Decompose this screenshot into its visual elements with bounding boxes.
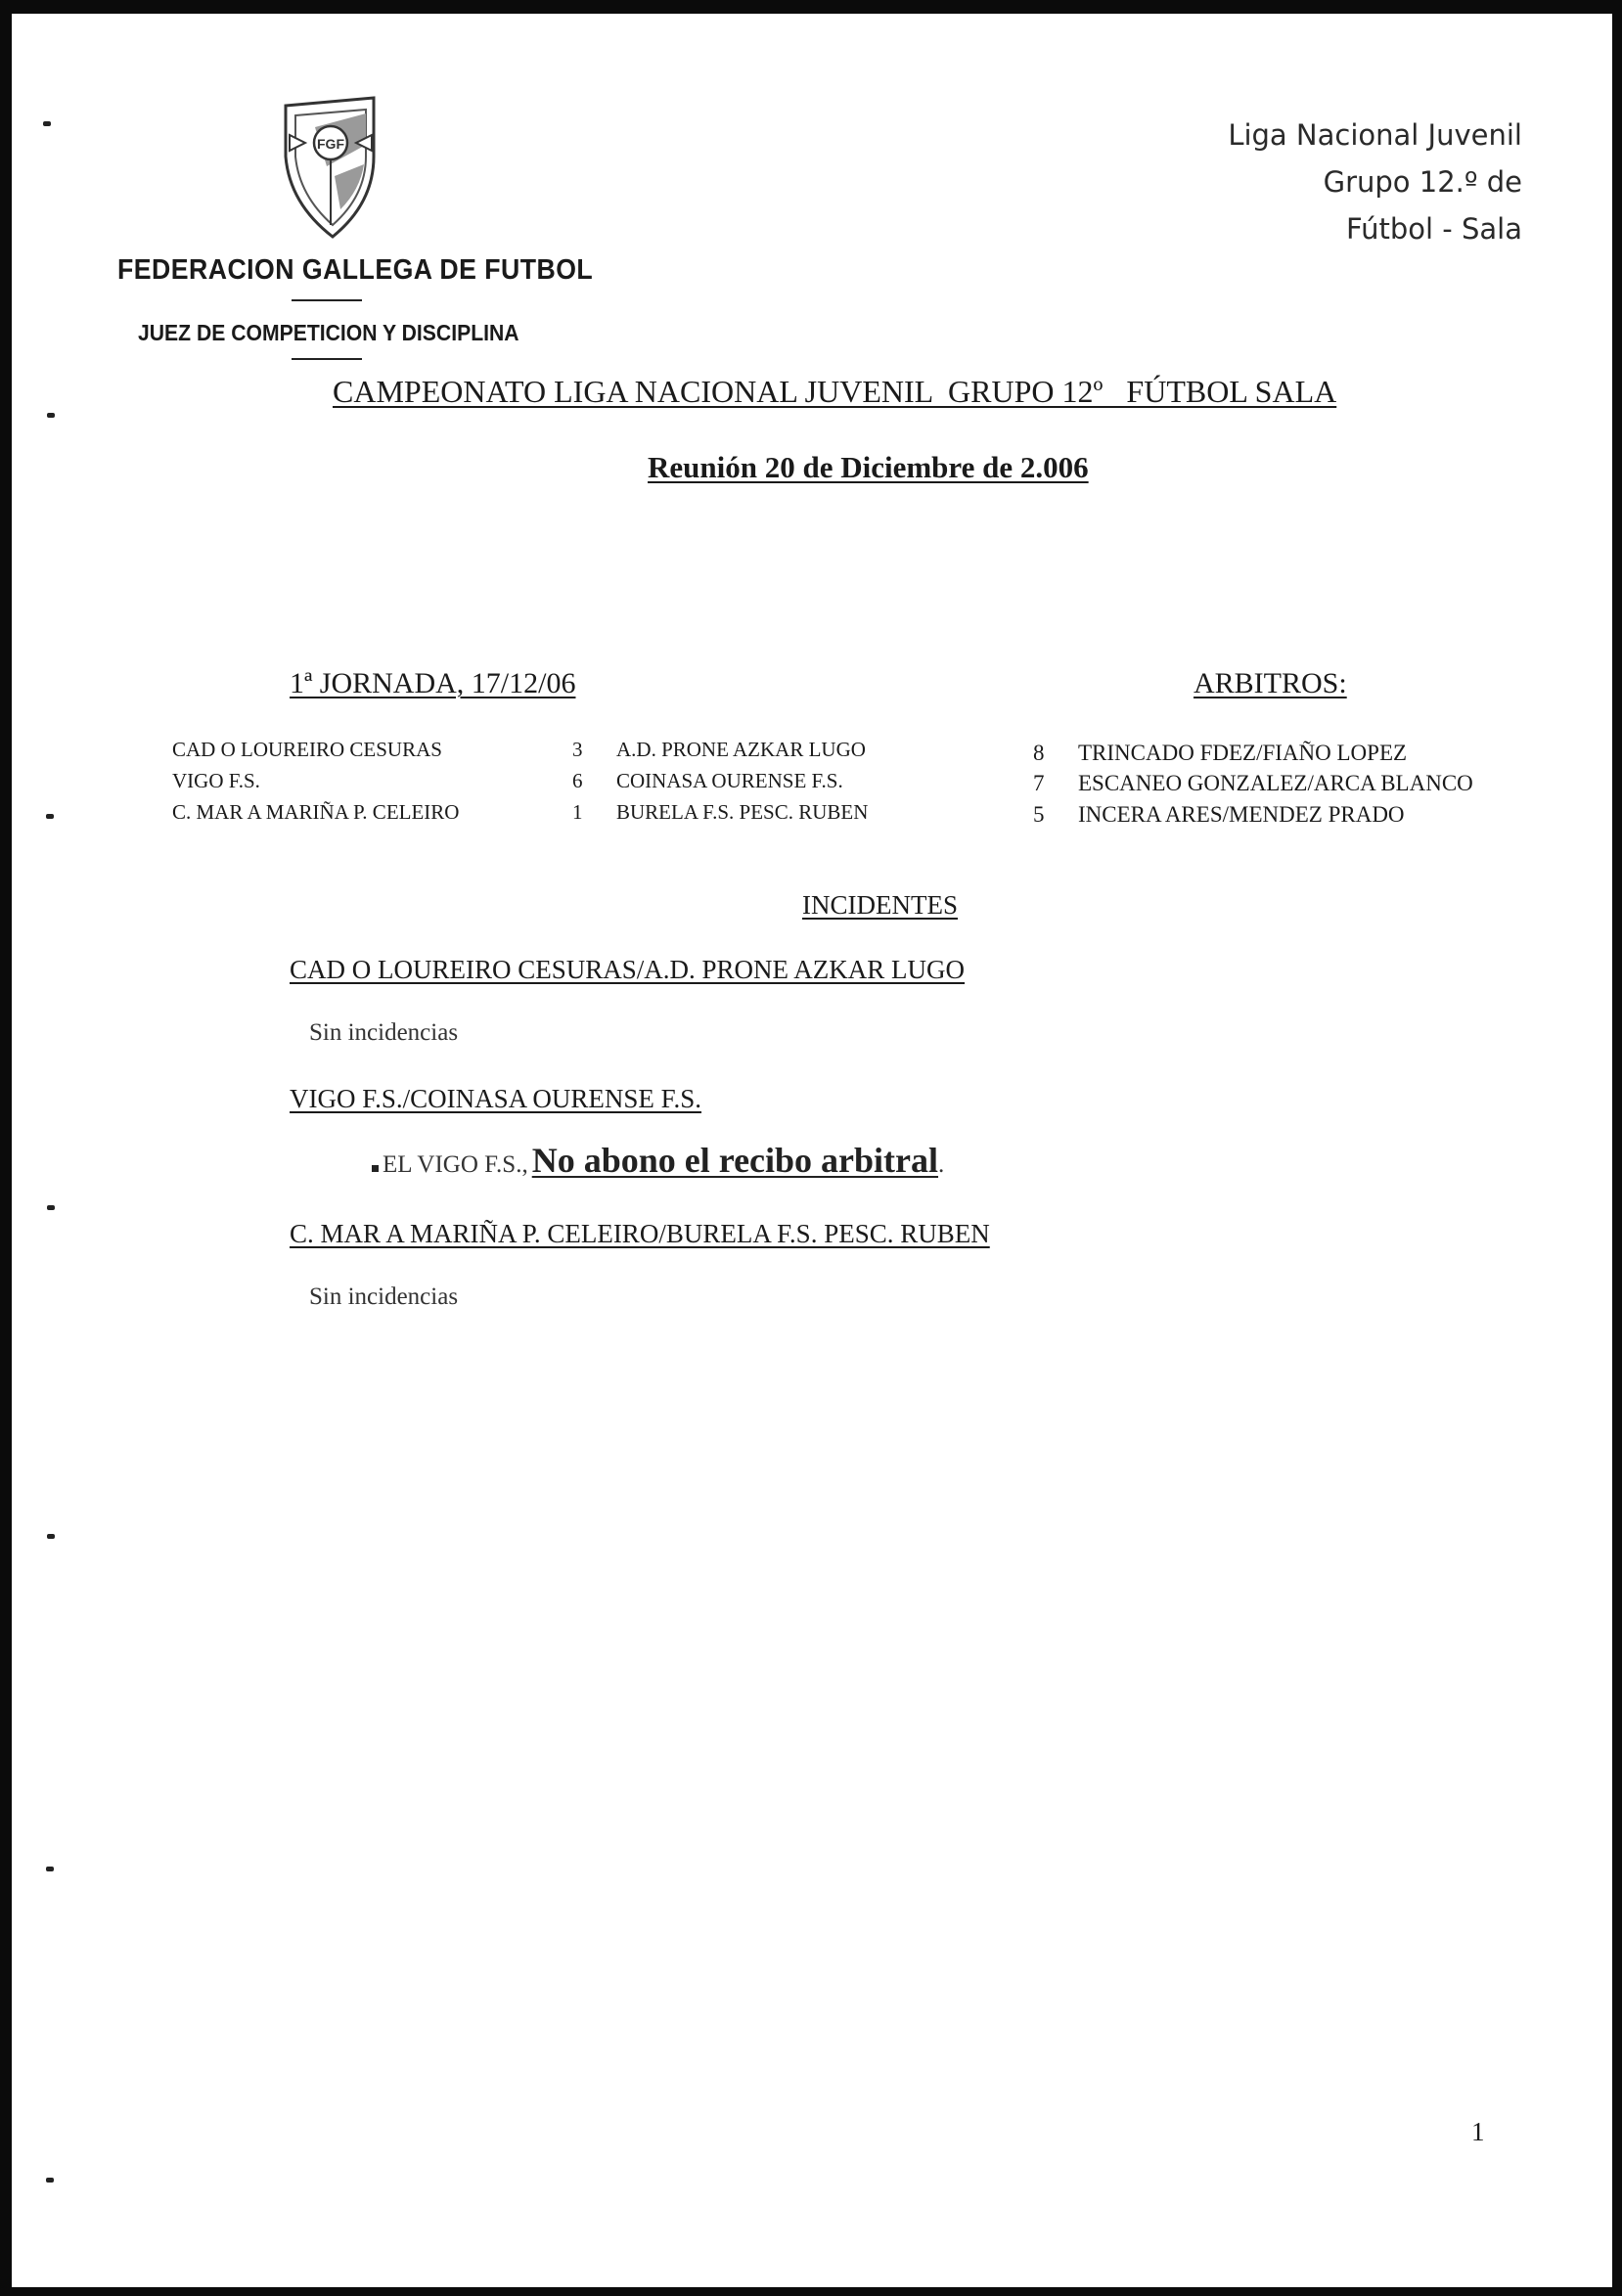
meeting-date: Reunión 20 de Diciembre de 2.006: [648, 450, 1089, 484]
divider: [292, 299, 362, 301]
league-line: Fútbol - Sala: [1346, 212, 1522, 246]
document-page: [12, 14, 1612, 2287]
scan-mark: [46, 814, 54, 819]
incident-note: Sin incidencias: [309, 1019, 459, 1046]
home-score: 1: [572, 800, 583, 824]
incident-note: Sin incidencias: [309, 1283, 459, 1310]
document-title: CAMPEONATO LIGA NACIONAL JUVENIL GRUPO 12º FÚTBOL SALA: [333, 374, 1337, 409]
divider: [292, 358, 362, 360]
svg-text:FGF: FGF: [317, 136, 344, 152]
home-score: 3: [572, 738, 583, 761]
scan-mark: [47, 413, 55, 418]
home-score: 6: [572, 769, 583, 792]
away-score: 8: [1033, 741, 1045, 765]
home-team: C. MAR A MARIÑA P. CELEIRO: [172, 800, 460, 824]
page-number: 1: [1471, 2117, 1485, 2146]
referees: ESCANEO GONZALEZ/ARCA BLANCO: [1078, 771, 1473, 795]
bullet-icon: [372, 1165, 379, 1172]
referees: INCERA ARES/MENDEZ PRADO: [1078, 802, 1405, 827]
incident-note: [372, 1140, 944, 1181]
incident-note-suffix: .: [938, 1151, 945, 1178]
home-team: CAD O LOUREIRO CESURAS: [172, 738, 442, 761]
referees: TRINCADO FDEZ/FIAÑO LOPEZ: [1078, 741, 1408, 765]
league-line: Grupo 12.º de: [1323, 165, 1522, 199]
league-line: Liga Nacional Juvenil: [1228, 118, 1522, 152]
federation-name: FEDERACION GALLEGA DE FUTBOL: [117, 254, 594, 286]
scan-mark: [46, 1867, 54, 1871]
jornada-heading: 1ª JORNADA, 17/12/06: [290, 667, 576, 699]
incident-note-prefix: EL VIGO F.S.,: [383, 1151, 528, 1178]
league-heading: [1228, 112, 1522, 252]
away-score: 7: [1033, 771, 1045, 795]
away-score: 5: [1033, 802, 1045, 827]
scan-mark: [47, 1534, 55, 1539]
incidents-heading: INCIDENTES: [802, 890, 958, 920]
incident-match-title: VIGO F.S./COINASA OURENSE F.S.: [290, 1084, 702, 1113]
scan-mark: [47, 1205, 55, 1210]
incident-note-emphasis: No abono el recibo arbitral: [531, 1141, 939, 1180]
federation-crest-logo: [276, 88, 383, 245]
department-name: JUEZ DE COMPETICION Y DISCIPLINA: [138, 320, 519, 345]
scan-mark: [46, 2178, 54, 2183]
incident-match-title: C. MAR A MARIÑA P. CELEIRO/BURELA F.S. PESC. RUBEN: [290, 1219, 990, 1248]
referees-heading: ARBITROS:: [1194, 667, 1347, 699]
away-team: COINASA OURENSE F.S.: [616, 769, 843, 792]
incident-match-title: CAD O LOUREIRO CESURAS/A.D. PRONE AZKAR LUGO: [290, 955, 966, 984]
away-team: A.D. PRONE AZKAR LUGO: [616, 738, 866, 761]
scan-mark: [43, 121, 51, 126]
home-team: VIGO F.S.: [172, 769, 260, 792]
away-team: BURELA F.S. PESC. RUBEN: [616, 800, 869, 824]
